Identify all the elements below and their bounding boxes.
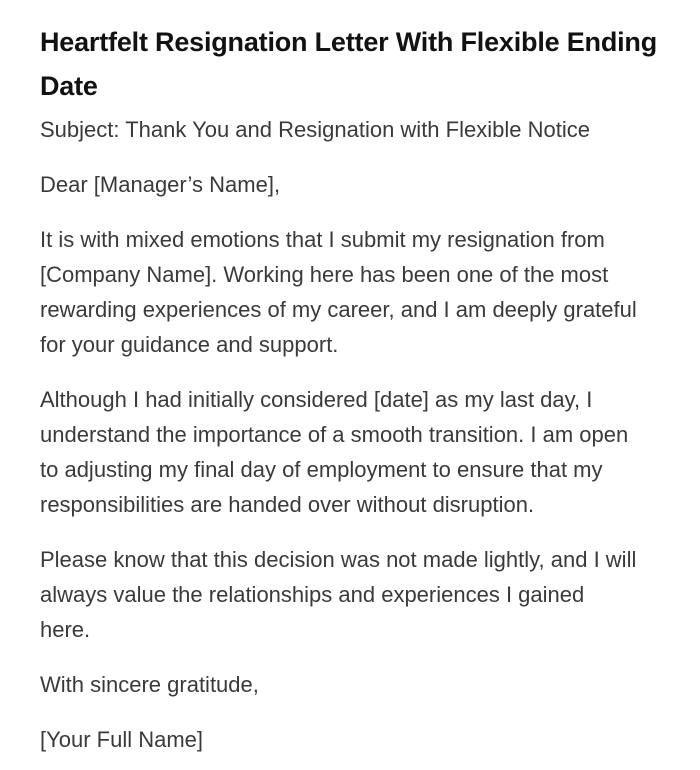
body-paragraph: Although I had initially considered [date] as my last day, I understand the importance of a smooth transition. I am open to adjusting my final day of employment to ensure that my responsibilities are handed over without disruption. [40, 387, 629, 517]
signature-placeholder: [Your Full Name] [40, 727, 204, 752]
body-paragraph: Please know that this decision was not made lightly, and I will always value the relationships and experiences I gained here. [40, 547, 637, 642]
page-title: Heartfelt Resignation Letter With Flexible Ending Date [40, 27, 658, 101]
closing-line: With sincere gratitude, [40, 672, 259, 697]
salutation: Dear [Manager’s Name], [40, 172, 281, 197]
subject-line: Subject: Thank You and Resignation with Flexible Notice [40, 117, 590, 142]
body-paragraph: It is with mixed emotions that I submit my resignation from [Company Name]. Working here has been one of the most rewarding experiences of my career, and I am deeply grateful for your guidance and support. [40, 227, 637, 357]
